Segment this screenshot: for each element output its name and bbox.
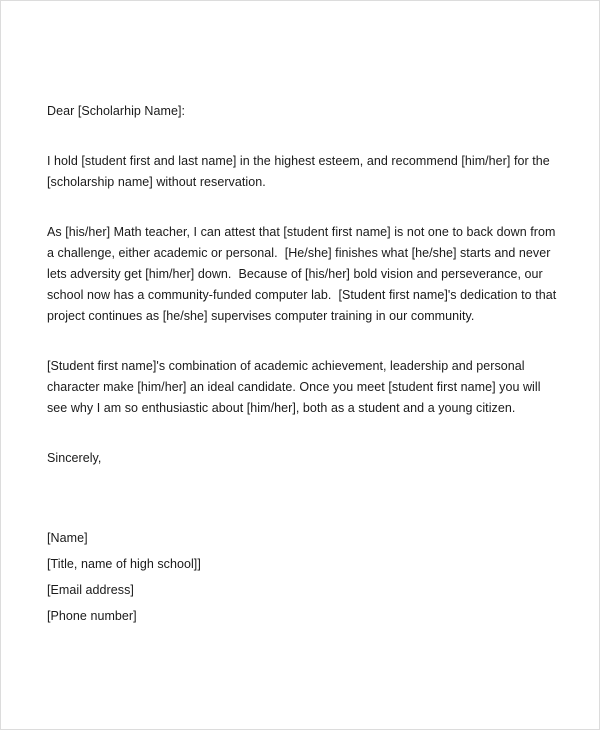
signature-title: [Title, name of high school]] xyxy=(47,557,201,571)
body-paragraph-3: [Student first name]'s combination of academic achievement, leadership and personal character make [him/her] an ideal candidate. Once you meet [student first name] you will see why I am so enthusiastic about [him/her], both as a student and a young citizen. xyxy=(47,359,545,415)
spacer xyxy=(47,327,559,356)
spacer xyxy=(47,122,559,151)
body-paragraph-2: As [his/her] Math teacher, I can attest that [student first name] is not one to back down from a challenge, either academic or personal. [He/she] finishes what [he/she] starts and never lets adversity get [him/her] down. Because of [his/her] bold vision and perseverance, our school now has a community-funded computer lab. [Student first name]'s dedication to that project continues as [he/she] supervises computer training in our community. xyxy=(47,225,560,323)
body-paragraph-1: I hold [student first and last name] in the highest esteem, and recommend [him/her] for the [scholarship name] without reservation. xyxy=(47,154,554,189)
signature-email: [Email address] xyxy=(47,583,134,597)
spacer xyxy=(47,193,559,222)
signature-block xyxy=(47,525,559,629)
spacer xyxy=(47,419,559,448)
signature-phone: [Phone number] xyxy=(47,609,137,623)
salutation-line: Dear [Scholarhip Name]: xyxy=(47,104,186,118)
letter-content xyxy=(47,101,559,629)
signature-name: [Name] xyxy=(47,531,88,545)
spacer xyxy=(47,469,559,525)
closing-line: Sincerely, xyxy=(47,451,102,465)
